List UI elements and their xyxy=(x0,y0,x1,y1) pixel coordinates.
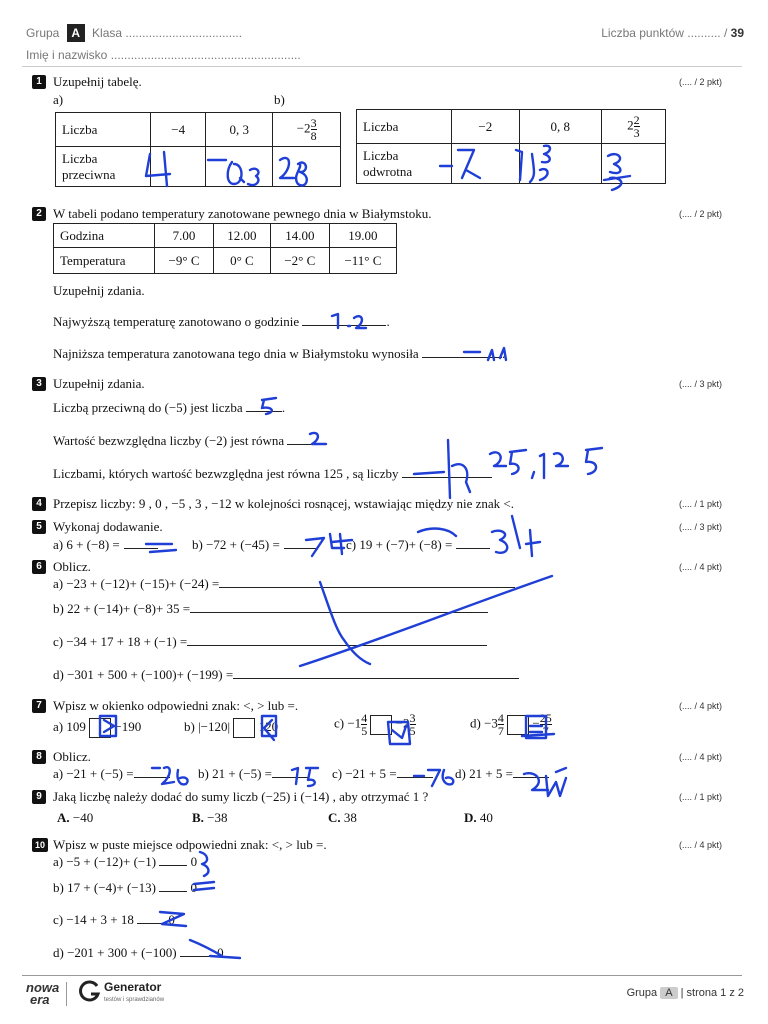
q1-text: Uzupełnij tabelę. xyxy=(53,74,142,89)
q8-b-blank[interactable] xyxy=(272,777,308,778)
q6-b: b) 22 + (−14)+ (−8)+ 35 = xyxy=(53,601,488,617)
q7-number: 7 xyxy=(32,699,46,713)
q10-a-blank[interactable] xyxy=(159,865,187,866)
q3-sentence-3: Liczbami, których wartość bezwzględna jest równa 125 , są liczby xyxy=(53,466,492,482)
q1a-v3: −2 $\frac{3}{8}$ xyxy=(273,113,341,147)
q1-table-a xyxy=(55,112,341,187)
q10-points: (.... / 4 pkt) xyxy=(678,840,722,850)
q1-number: 1 xyxy=(32,75,46,89)
q1-b-label: b) xyxy=(274,92,285,107)
q10-c: c) −14 + 3 + 18 0 xyxy=(53,912,175,927)
q1a-v1: −4 xyxy=(151,113,206,147)
q5-number: 5 xyxy=(32,520,46,534)
q6-a-blank[interactable] xyxy=(219,587,515,588)
q7-text: Wpisz w okienko odpowiedni znak: <, > lub =. xyxy=(53,698,299,713)
footer-grupa-badge: A xyxy=(660,987,677,999)
q5-a-blank[interactable] xyxy=(124,548,158,549)
q1b-label-odwrotna: Liczba odwrotna xyxy=(357,144,452,184)
q2-temp-2: 0° C xyxy=(214,248,271,274)
q9-option-a[interactable]: A. −40 xyxy=(57,810,94,825)
q10-d-blank[interactable] xyxy=(180,956,214,957)
q7-d: d) −3 $\frac{4}{7}$ − $\frac{25}{7}$ xyxy=(470,711,552,738)
q4-points: (.... / 1 pkt) xyxy=(678,499,722,509)
q8-number: 8 xyxy=(32,750,46,764)
q3-blank-1[interactable] xyxy=(246,411,282,412)
grupa-badge: A xyxy=(67,24,85,42)
nowa-era-logo: nowa era xyxy=(26,980,60,1007)
q8-a-blank[interactable] xyxy=(134,777,170,778)
q2-temp-1: −9° C xyxy=(155,248,214,274)
q8-c-blank[interactable] xyxy=(397,777,433,778)
q1b-answer-1[interactable] xyxy=(452,144,520,184)
q2-blank-2[interactable] xyxy=(422,357,502,358)
q6-c-blank[interactable] xyxy=(187,645,487,646)
q10-b: b) 17 + (−4)+ (−13) 0 xyxy=(53,880,197,895)
q2-temp-4: −11° C xyxy=(329,248,396,274)
q1a-label-liczba: Liczba xyxy=(56,113,151,147)
q2-table xyxy=(53,223,397,274)
q2-temp-label: Temperatura xyxy=(54,248,155,274)
footer-divider xyxy=(22,975,742,976)
q1-points: (.... / 2 pkt) xyxy=(678,77,722,87)
q10-text: Wpisz w puste miejsce odpowiedni znak: <, > lub =. xyxy=(53,837,327,852)
q8-d-blank[interactable] xyxy=(513,777,549,778)
q3-text: Uzupełnij zdania. xyxy=(53,376,145,391)
q5-b: b) −72 + (−45) = xyxy=(192,537,318,553)
grupa-label: Grupa xyxy=(26,26,60,40)
q3-sentence-1: Liczbą przeciwną do (−5) jest liczba . xyxy=(53,400,286,415)
q3-points: (.... / 3 pkt) xyxy=(678,379,722,389)
q2-blank-1[interactable] xyxy=(302,325,386,326)
q3-blank-2[interactable] xyxy=(287,444,323,445)
q2-hour-label: Godzina xyxy=(54,224,155,248)
q10-c-blank[interactable] xyxy=(137,923,165,924)
q1a-v2: 0, 3 xyxy=(206,113,273,147)
q5-text: Wykonaj dodawanie. xyxy=(53,519,163,534)
q6-number: 6 xyxy=(32,560,46,574)
q2-hour-4: 19.00 xyxy=(329,224,396,248)
generator-g-icon xyxy=(78,980,102,1004)
q7-d-box[interactable] xyxy=(507,715,529,735)
q7-points: (.... / 4 pkt) xyxy=(678,701,722,711)
q2-text: W tabeli podano temperatury zanotowane pewnego dnia w Białymstoku. xyxy=(53,206,432,221)
q9-number: 9 xyxy=(32,790,46,804)
q6-points: (.... / 4 pkt) xyxy=(678,562,722,572)
q3-sentence-2: Wartość bezwzględna liczby (−2) jest równa . xyxy=(53,433,327,448)
q1-a-label: a) xyxy=(53,92,64,107)
q8-points: (.... / 4 pkt) xyxy=(678,752,722,762)
q9-points: (.... / 1 pkt) xyxy=(678,792,722,802)
q2-temp-3: −2° C xyxy=(270,248,329,274)
q1a-answer-1[interactable] xyxy=(151,147,206,187)
q6-a: a) −23 + (−12)+ (−15)+ (−24) = xyxy=(53,576,515,592)
q1b-label-liczba: Liczba xyxy=(357,110,452,144)
q1b-v3: 2 $\frac{2}{3}$ xyxy=(601,110,665,144)
q3-number: 3 xyxy=(32,377,46,391)
q1a-answer-2[interactable] xyxy=(206,147,273,187)
q9-option-c[interactable]: C. 38 xyxy=(328,810,357,825)
q2-sentence-2: Najniższa temperatura zanotowana tego dnia w Białymstoku wynosiła . xyxy=(53,346,506,361)
q6-d: d) −301 + 500 + (−100)+ (−199) = xyxy=(53,667,519,683)
q6-d-blank[interactable] xyxy=(233,678,519,679)
q7-a: a) 109 −190 xyxy=(53,718,141,738)
q2-instruction: Uzupełnij zdania. xyxy=(53,283,145,298)
q8-text: Oblicz. xyxy=(53,749,91,764)
q2-hour-1: 7.00 xyxy=(155,224,214,248)
header-points xyxy=(601,26,744,40)
q2-hour-2: 12.00 xyxy=(214,224,271,248)
klasa-label: Klasa ................................... xyxy=(92,26,243,40)
name-field: Imię i nazwisko ......................................................... xyxy=(26,48,301,62)
q1b-v1: −2 xyxy=(452,110,520,144)
q1-table-b xyxy=(356,109,666,184)
q5-c-blank[interactable] xyxy=(456,548,490,549)
points-label: Liczba punktów .......... / xyxy=(601,26,728,40)
q2-hour-3: 14.00 xyxy=(270,224,329,248)
hw-q3-a3c xyxy=(532,448,602,478)
q4-number: 4 xyxy=(32,497,46,511)
header-divider xyxy=(22,66,742,67)
hw-q10-b xyxy=(194,882,214,890)
q8-d: d) 21 + 5 = xyxy=(455,766,549,782)
q2-number: 2 xyxy=(32,207,46,221)
q9-option-d[interactable]: D. 40 xyxy=(464,810,493,825)
q5-c: c) 19 + (−7)+ (−8) = xyxy=(346,537,490,553)
q8-a: a) −21 + (−5) = xyxy=(53,766,170,782)
q1b-v2: 0, 8 xyxy=(519,110,601,144)
q8-c: c) −21 + 5 = xyxy=(332,766,433,782)
q6-b-blank[interactable] xyxy=(190,612,488,613)
q10-number: 10 xyxy=(32,838,48,852)
hw-q10-a xyxy=(200,852,208,876)
q5-b-blank[interactable] xyxy=(284,548,318,549)
q8-b: b) 21 + (−5) = xyxy=(198,766,308,782)
q10-a: a) −5 + (−12)+ (−1) 0 xyxy=(53,854,198,869)
q5-points: (.... / 3 pkt) xyxy=(678,522,722,532)
hw-q3-a3b xyxy=(490,450,526,474)
header-grupa xyxy=(26,24,242,42)
q6-text: Oblicz. xyxy=(53,559,91,574)
q5-a: a) 6 + (−8) = xyxy=(53,537,158,553)
q10-d: d) −201 + 300 + (−100) 0 xyxy=(53,945,224,960)
q3-blank-3[interactable] xyxy=(402,477,492,478)
q6-c: c) −34 + 17 + 18 + (−1) = xyxy=(53,634,487,650)
q9-option-b[interactable]: B. −38 xyxy=(192,810,228,825)
q7-c-box[interactable] xyxy=(370,715,392,735)
q7-b: b) |−120| 120 xyxy=(184,718,278,738)
q1a-label-przeciwna: Liczba przeciwna xyxy=(56,147,151,187)
q10-b-blank[interactable] xyxy=(159,891,187,892)
q2-points: (.... / 2 pkt) xyxy=(678,209,722,219)
points-total: 39 xyxy=(730,26,744,40)
q7-a-box[interactable] xyxy=(89,718,111,738)
q1b-answer-3[interactable] xyxy=(601,144,665,184)
q7-b-box[interactable] xyxy=(233,718,255,738)
q1b-answer-2[interactable] xyxy=(519,144,601,184)
footer-page-info: Grupa A | strona 1 z 2 xyxy=(626,987,744,999)
q7-c: c) −1 $\frac{4}{5}$ −2 $\frac{3}{5}$ xyxy=(334,711,416,738)
generator-logo-text: Generator testów i sprawdzianów xyxy=(104,980,165,1003)
q4-text: Przepisz liczby: 9 , 0 , −5 , 3 , −12 w kolejności rosnącej, wstawiając między nie znak <. xyxy=(53,496,514,511)
q1a-answer-3[interactable] xyxy=(273,147,341,187)
footer-logo-separator xyxy=(66,982,67,1006)
q9-text: Jaką liczbę należy dodać do sumy liczb (−25) i (−14) , aby otrzymać 1 ? xyxy=(53,789,429,804)
q2-sentence-1: Najwyższą temperaturę zanotowano o godzinie . xyxy=(53,314,390,329)
